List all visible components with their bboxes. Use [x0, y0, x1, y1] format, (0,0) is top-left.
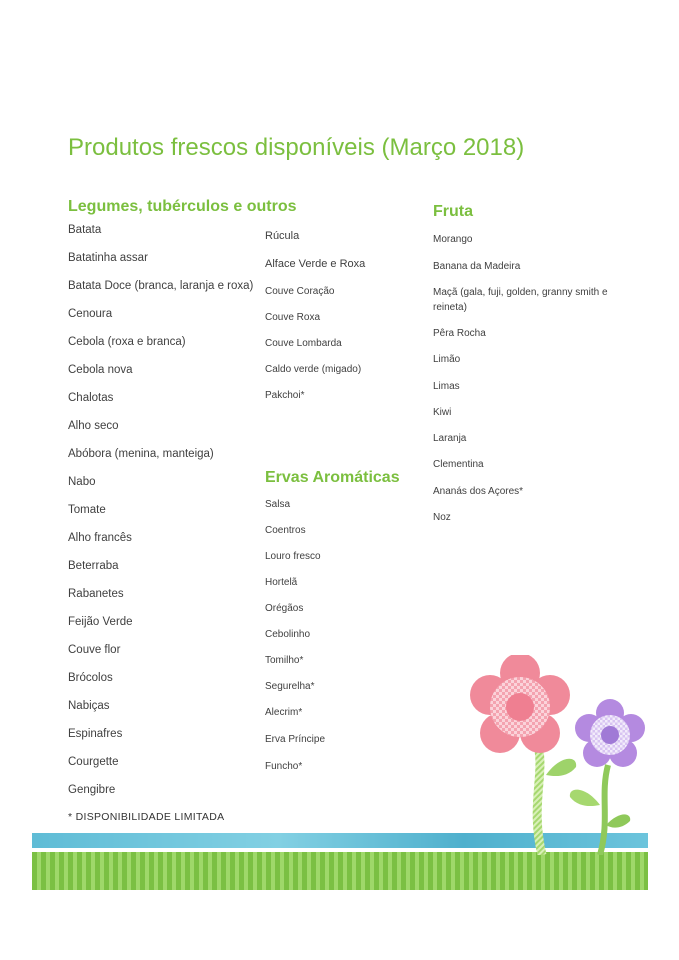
list-item: Abóbora (menina, manteiga)	[68, 448, 214, 460]
list-item: Clementina	[433, 459, 484, 470]
list-item: Cenoura	[68, 308, 113, 320]
list-item: Hortelã	[265, 577, 298, 588]
list-item: Brócolos	[68, 672, 113, 684]
leaf-icon	[570, 790, 600, 806]
leaf-icon	[546, 759, 576, 776]
list-item: Alho francês	[68, 532, 132, 544]
pink-flower-icon	[470, 655, 570, 753]
ervas-heading: Ervas Aromáticas	[265, 469, 400, 486]
list-item: Pêra Rocha	[433, 328, 486, 339]
list-item: Batatinha assar	[68, 252, 148, 264]
limited-availability-note: * DISPONIBILIDADE LIMITADA	[68, 811, 225, 823]
list-item: Couve Coração	[265, 286, 335, 297]
list-item: Nabiças	[68, 700, 110, 712]
list-item: Espinafres	[68, 728, 123, 740]
list-item: Feijão Verde	[68, 616, 133, 628]
list-item: Cebola (roxa e branca)	[68, 336, 186, 348]
list-item: Alho seco	[68, 420, 119, 432]
list-item: Banana da Madeira	[433, 261, 521, 272]
list-item: Funcho*	[265, 761, 303, 772]
list-item: Ananás dos Açores*	[433, 486, 524, 497]
list-item: Alface Verde e Roxa	[265, 258, 366, 270]
list-item: Tomilho*	[265, 655, 304, 666]
list-item: Segurelha*	[265, 681, 315, 692]
list-item: Salsa	[265, 499, 291, 510]
list-item: Louro fresco	[265, 551, 321, 562]
fruta-heading: Fruta	[433, 203, 473, 220]
list-item: Couve Lombarda	[265, 338, 342, 349]
list-item: Maçã (gala, fuji, golden, granny smith e reineta)	[433, 287, 608, 313]
list-item: Rabanetes	[68, 588, 124, 600]
list-item: Tomate	[68, 504, 106, 516]
list-item: Cebola nova	[68, 364, 133, 376]
list-item: Chalotas	[68, 392, 114, 404]
list-item: Noz	[433, 512, 451, 523]
list-item: Caldo verde (migado)	[265, 364, 362, 375]
list-item: Couve flor	[68, 644, 121, 656]
leaf-icon	[606, 814, 630, 827]
list-item: Limão	[433, 354, 461, 365]
list-item: Batata Doce (branca, laranja e roxa)	[68, 280, 254, 292]
legumes-heading: Legumes, tubérculos e outros	[68, 198, 297, 215]
page-title: Produtos frescos disponíveis (Março 2018)	[68, 134, 525, 161]
list-item: Alecrim*	[265, 707, 303, 718]
list-item: Laranja	[433, 433, 467, 444]
list-item: Morango	[433, 234, 473, 245]
list-item: Orégãos	[265, 603, 304, 614]
list-item: Nabo	[68, 476, 96, 488]
list-item: Cebolinho	[265, 629, 311, 640]
list-item: Erva Príncipe	[265, 734, 326, 745]
purple-flower-stem	[600, 765, 608, 855]
list-item: Batata	[68, 224, 102, 236]
list-item: Pakchoi*	[265, 390, 305, 401]
flowers-illustration	[460, 655, 650, 855]
purple-flower-icon	[575, 699, 645, 767]
list-item: Couve Roxa	[265, 312, 321, 323]
list-item: Rúcula	[265, 230, 300, 242]
list-item: Courgette	[68, 756, 119, 768]
list-item: Gengibre	[68, 784, 116, 796]
list-item: Kiwi	[433, 407, 452, 418]
list-item: Beterraba	[68, 560, 119, 572]
list-item: Coentros	[265, 525, 306, 536]
footer-green-band	[32, 852, 648, 890]
pink-flower-stem	[537, 745, 542, 855]
list-item: Limas	[433, 381, 460, 392]
